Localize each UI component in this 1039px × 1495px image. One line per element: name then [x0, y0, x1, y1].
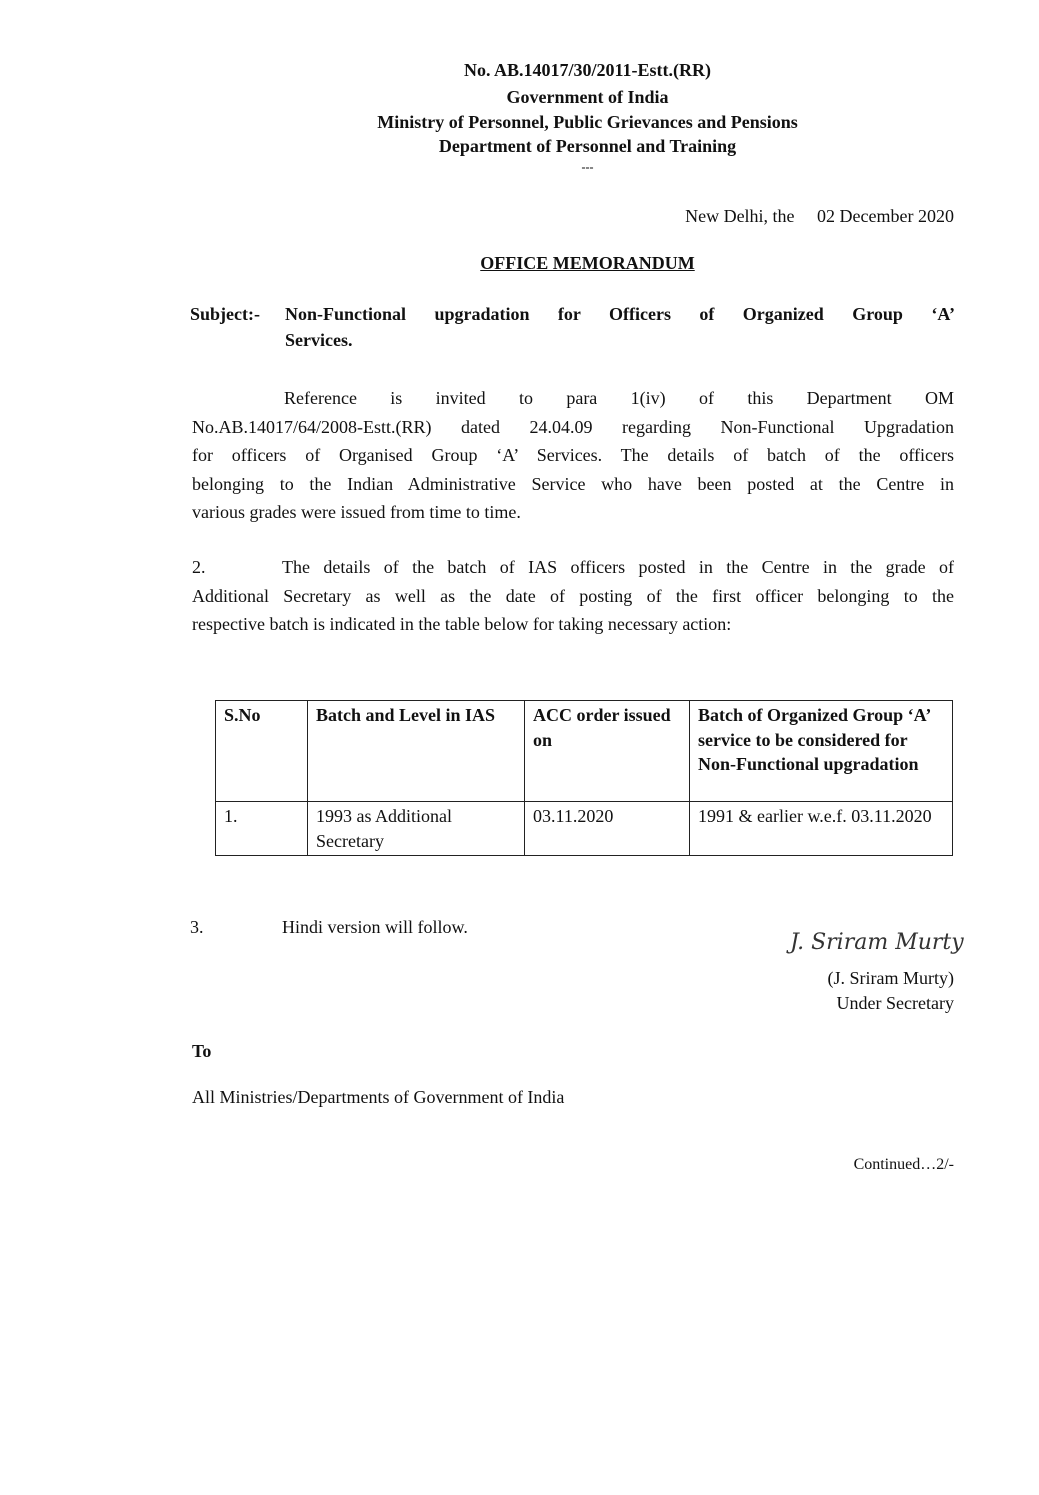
department-name: Department of Personnel and Training: [438, 136, 737, 156]
continued-note: Continued…2/-: [853, 1156, 954, 1173]
header-organized-batch: Batch of Organized Group ‘A’ service to be considered for Non-Functional upgradation: [690, 701, 953, 802]
cell-acc-order: 03.11.2020: [525, 802, 690, 856]
para3-text: Hindi version will follow.: [282, 917, 468, 937]
subject-text: Non-Functional upgradation for Officers of Organized Group ‘A’: [285, 304, 955, 324]
place: New Delhi, the: [685, 206, 795, 226]
para1-line: No.AB.14017/64/2008-Estt.(RR) dated 24.04.09 regarding Non-Functional Upgradation: [192, 416, 954, 437]
document-title: OFFICE MEMORANDUM: [480, 253, 695, 273]
batch-table: [215, 700, 953, 856]
signature: J. Sriram Murty: [790, 930, 964, 955]
paragraph-1: [192, 384, 954, 527]
cell-sno: 1.: [216, 802, 308, 856]
signatory-name: (J. Sriram Murty): [827, 968, 954, 988]
para1-line: Reference is invited to para 1(iv) of this Department OM: [284, 388, 954, 408]
table-header-row: [216, 701, 953, 802]
header-batch-level: Batch and Level in IAS: [308, 701, 525, 802]
para1-line: various grades were issued from time to time.: [192, 502, 521, 522]
para2-line: respective batch is indicated in the table below for taking necessary action:: [192, 614, 732, 634]
para1-line: belonging to the Indian Administrative Service who have been posted at the Centre in: [192, 473, 954, 494]
header-separator: ---: [581, 160, 594, 174]
table-row: [216, 802, 953, 856]
header-sno: S.No: [216, 701, 308, 802]
para2-line: Additional Secretary as well as the date of posting of the first officer belonging to the: [192, 585, 954, 606]
para1-line: for officers of Organised Group ‘A’ Services. The details of batch of the officers: [192, 445, 954, 465]
ministry-name: Ministry of Personnel, Public Grievances and Pensions: [377, 112, 798, 132]
recipient: All Ministries/Departments of Government of India: [192, 1087, 565, 1107]
cell-organized-batch: 1991 & earlier w.e.f. 03.11.2020: [690, 802, 953, 856]
cell-batch-level: 1993 as Additional Secretary: [308, 802, 525, 856]
subject-label: Subject:-: [190, 304, 260, 324]
paragraph-2: [192, 553, 954, 639]
signatory-designation: Under Secretary: [836, 993, 954, 1013]
subject-text-cont: Services.: [285, 330, 353, 350]
government-name: Government of India: [506, 87, 669, 107]
file-number: No. AB.14017/30/2011-Estt.(RR): [464, 60, 711, 80]
para2-line: The details of the batch of IAS officers posted in the Centre in the grade of: [282, 557, 954, 577]
para3-number: 3.: [190, 917, 204, 937]
para2-number: 2.: [192, 557, 206, 577]
date: 02 December 2020: [817, 206, 954, 226]
date-line: [685, 206, 954, 227]
to-label: To: [192, 1041, 212, 1061]
header-acc-order: ACC order issued on: [525, 701, 690, 802]
